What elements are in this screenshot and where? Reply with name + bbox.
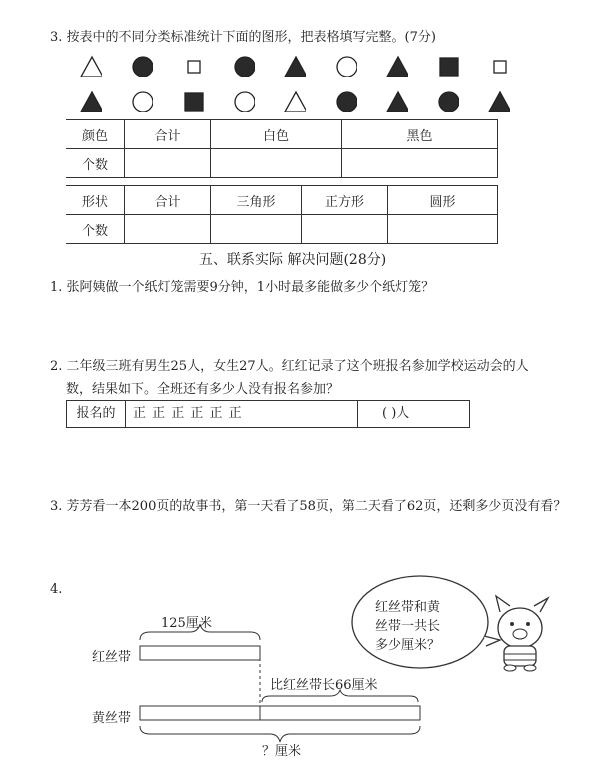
- triangle-header: 三角形: [211, 186, 302, 215]
- problem-4-number: 4.: [50, 582, 63, 597]
- problem-3: 3. 芳芳看一本200页的故事书，第一天看了58页，第二天看了62页，还剩多少页没有看？: [50, 499, 567, 514]
- circle-header: 圆形: [388, 186, 498, 215]
- color-header: 颜色: [66, 120, 125, 149]
- total-header: 合计: [125, 120, 211, 149]
- difference-label: 比红丝带长66厘米: [270, 678, 378, 693]
- bubble-line-3: 多少厘米？: [375, 638, 441, 653]
- red-ribbon-label: 红丝带: [92, 650, 132, 665]
- problem-2-line-2: 数，结果如下。全班还有多少人没有报名参加？: [66, 382, 340, 397]
- red-ribbon-bar: [140, 646, 260, 660]
- shape-header: 形状: [66, 186, 125, 215]
- square-header: 正方形: [302, 186, 388, 215]
- section-5-title: 五、联系实际 解决问题(28分): [199, 252, 387, 268]
- count-label: 个数: [66, 215, 125, 244]
- unknown-length-label: ？厘米: [262, 744, 302, 759]
- count-label: 个数: [66, 149, 125, 178]
- total-header: 合计: [125, 186, 211, 215]
- black-header: 黑色: [342, 120, 498, 149]
- yellow-ribbon-bar: [140, 706, 420, 720]
- question-3-heading: 3. 按表中的不同分类标准统计下面的图形，把表格填写完整。(7分): [50, 30, 436, 45]
- signup-label: 报名的: [67, 401, 126, 427]
- bubble-line-2: 丝带一共长: [375, 619, 441, 634]
- white-header: 白色: [211, 120, 342, 149]
- yellow-ribbon-label: 黄丝带: [92, 711, 132, 726]
- problem-2-line-1: 2. 二年级三班有男生25人，女生27人。红红记录了这个班报名参加学校运动会的人: [50, 359, 529, 374]
- bubble-text: [375, 598, 440, 655]
- problem-1: 1. 张阿姨做一个纸灯笼需要9分钟，1小时最多能做多少个纸灯笼？: [50, 280, 435, 295]
- speech-bubble-tail: [484, 636, 500, 646]
- tally-marks: 正 正 正 正 正 正: [133, 406, 243, 421]
- bubble-line-1: 红丝带和黄: [375, 600, 441, 615]
- pig-cartoon-icon: [496, 596, 548, 671]
- red-length-label: 125厘米: [161, 616, 212, 631]
- answer-blank[interactable]: ( )人: [382, 406, 410, 421]
